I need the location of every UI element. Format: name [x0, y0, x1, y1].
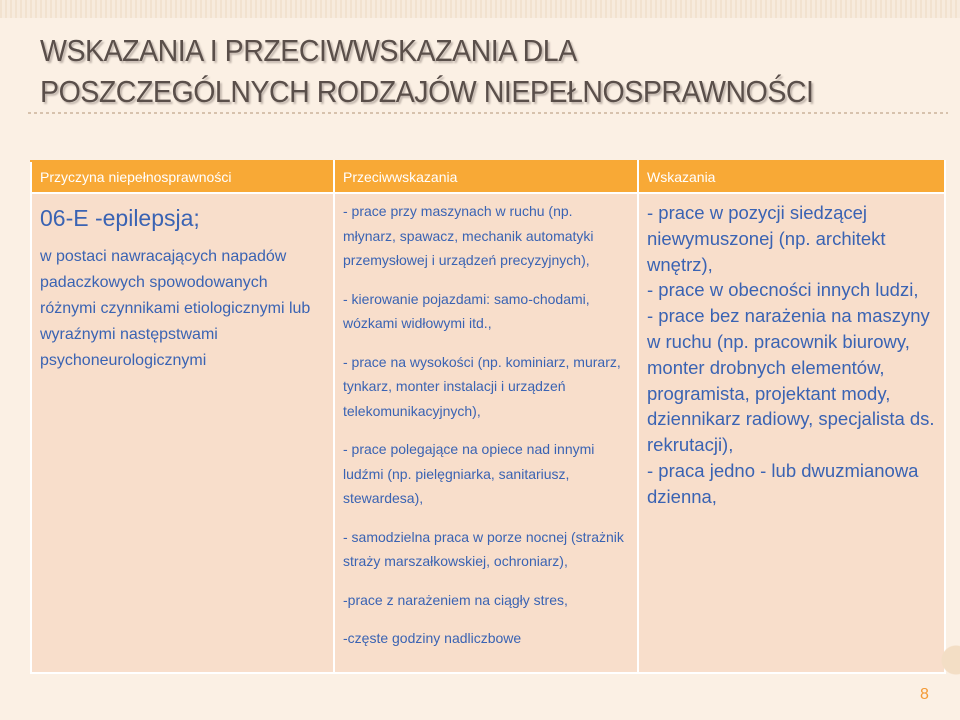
title-divider [28, 112, 948, 114]
disability-table [30, 160, 946, 674]
decorative-corner [936, 600, 960, 720]
table-row [31, 193, 945, 673]
contraindication-item: - samodzielna praca w porze nocnej (strażnik straży marszałkowskiej, ochroniarz), [343, 528, 624, 569]
contraindication-item: - kierowanie pojazdami: samo-chodami, wózkami widłowymi itd., [343, 290, 590, 331]
indication-item: - praca jedno - lub dwuzmianowa dzienna, [647, 459, 919, 507]
page-number: 8 [920, 686, 929, 703]
slide-title: WSKAZANIA I PRZECIWWSKAZANIA DLA POSZCZEGÓLNYCH RODZAJÓW NIEPEŁNOSPRAWNOŚCI [40, 33, 814, 109]
contraindication-item: -prace z narażeniem na ciągły stres, [343, 591, 568, 608]
top-decorative-bar [0, 0, 960, 18]
contraindications-cell [334, 193, 638, 673]
indication-item: - prace bez narażenia na maszyny w ruchu (np. pracownik biurowy, monter drobnych elementów, programista, projektant mody, dziennikarz radiowy, specjalista ds. rekrutacji), [647, 305, 935, 456]
indication-item: - prace w pozycji siedzącej niewymuszonej (np. architekt wnętrz), [647, 202, 886, 275]
contraindication-item: - prace przy maszynach w ruchu (np. młynarz, spawacz, mechanik automatyki przemysłowej i urządzeń precyzyjnych), [343, 203, 594, 268]
cause-description: w postaci nawracających napadów padaczkowych spowodowanych różnymi czynnikami etiologicznymi lub wyraźnymi następstwami psychoneurologicznymi [40, 248, 311, 369]
table-header-row [31, 161, 945, 193]
indications-cell [638, 193, 945, 673]
cause-cell [31, 193, 334, 673]
contraindication-item: -częste godziny nadliczbowe [343, 630, 522, 646]
indication-item: - prace w obecności innych ludzi, [647, 279, 919, 301]
contraindication-item: - prace polegające na opiece nad innymi ludźmi (np. pielęgniarka, sanitariusz, stewardesa), [343, 441, 595, 506]
header-cause: Przyczyna niepełnosprawności [31, 161, 334, 193]
header-contraindications: Przeciwwskazania [334, 161, 638, 193]
cause-title: 06-E -epilepsja; [40, 205, 200, 231]
header-indications: Wskazania [638, 161, 945, 193]
contraindication-item: - prace na wysokości (np. kominiarz, murarz, tynkarz, monter instalacji i urządzeń telekomunikacyjnych), [343, 353, 621, 419]
